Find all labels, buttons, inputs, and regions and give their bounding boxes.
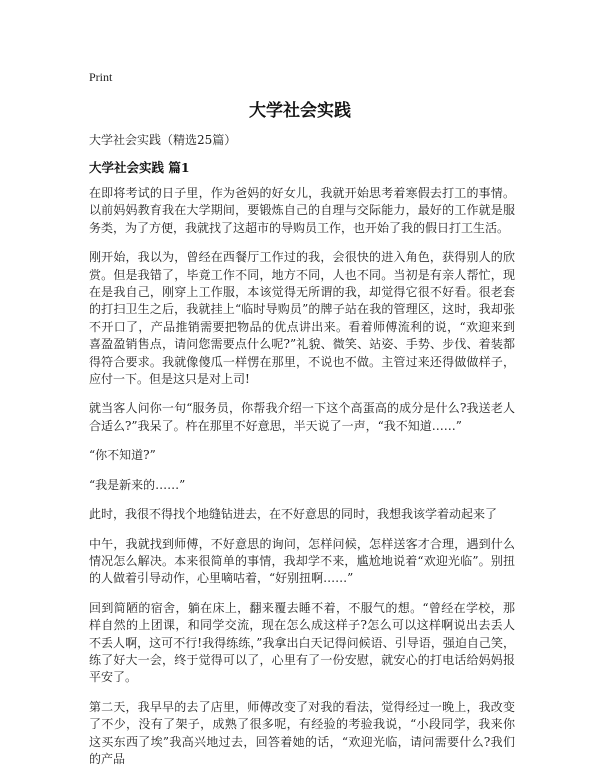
paragraph: “你不知道?”: [89, 448, 156, 463]
page-title: 大学社会实践: [249, 101, 351, 121]
article-body: [89, 185, 515, 780]
paragraph: “我是新来的……”: [89, 477, 186, 492]
paragraph: 第二天，我早早的去了店里，师傅改变了对我的看法，觉得经过一晚上，我改变了不少，没有了架子，成熟了很多呢，有经验的考验我说，“小段同学，我来你这买东西了埃”我高兴地过去，回答着她的话，“欢迎光临，请问需要什么?我们的产品: [89, 699, 515, 766]
paragraph: 就当客人问你一句“服务员，你帮我介绍一下这个高蛋高的成分是什么?我送老人合适么?”我呆了。杵在那里不好意思，半天说了一声，“我不知道……”: [89, 401, 515, 433]
paragraph: 中午，我就找到师傅，不好意思的询问，怎样问候，怎样送客才合理，遇到什么情况怎么解决。本来很简单的事情，我却学不来，尴尬地说着“欢迎光临”。别扭的人做着引导动作，心里嘀咕着，“好别扭啊……”: [89, 536, 515, 586]
print-link[interactable]: Print: [89, 70, 113, 84]
paragraph: 在即将考试的日子里，作为爸妈的好女儿，我就开始思考着寒假去打工的事情。以前妈妈教育我在大学期间，要锻炼自己的自理与交际能力，最好的工作就是服务类，为了方便，我就找了这超市的导购员工作，也开始了我的假日打工生活。: [89, 186, 515, 235]
subtitle: 大学社会实践（精选25篇）: [89, 133, 237, 147]
paragraph: 刚开始，我以为，曾经在西餐厅工作过的我，会很快的进入角色，获得别人的欣赏。但是我错了，毕竟工作不同，地方不同，人也不同。当初是有亲人帮忙，现在是我自己，刚穿上工作服，本该觉得无所谓的我，却觉得它很不好看。很老套的打扫卫生之后，我就挂上“临时导购员”的牌子站在我的管理区，这时，我却张不开口了，产品推销需要把物品的优点讲出来。看着师傅流利的说，“欢迎来到喜盈盈销售点，请问您需要点什么呢?”礼貌、微笑、站姿、手势、步伐、着装都得符合要求。我就像傻瓜一样愣在那里，不说也不做。主管过来还得做做样子，应付一下。但是这只是对上司!: [89, 250, 515, 387]
section-heading: 大学社会实践 篇1: [89, 160, 190, 175]
paragraph: 此时，我很不得找个地缝钻进去，在不好意思的同时，我想我该学着动起来了: [89, 507, 498, 522]
paragraph: 回到简陋的宿舍，躺在床上，翻来覆去睡不着，不服气的想。“曾经在学校，那样自然的上团课，和同学交流，现在怎么成这样子?怎么可以这样啊说出去丢人不丢人啊，这可不行!我得练练，”我拿出白天记得问候语、引导语，强迫自己笑，练了好大一会，终于觉得可以了，心里有了一份安慰，就安心的打电话给妈妈报平安了。: [89, 600, 515, 685]
